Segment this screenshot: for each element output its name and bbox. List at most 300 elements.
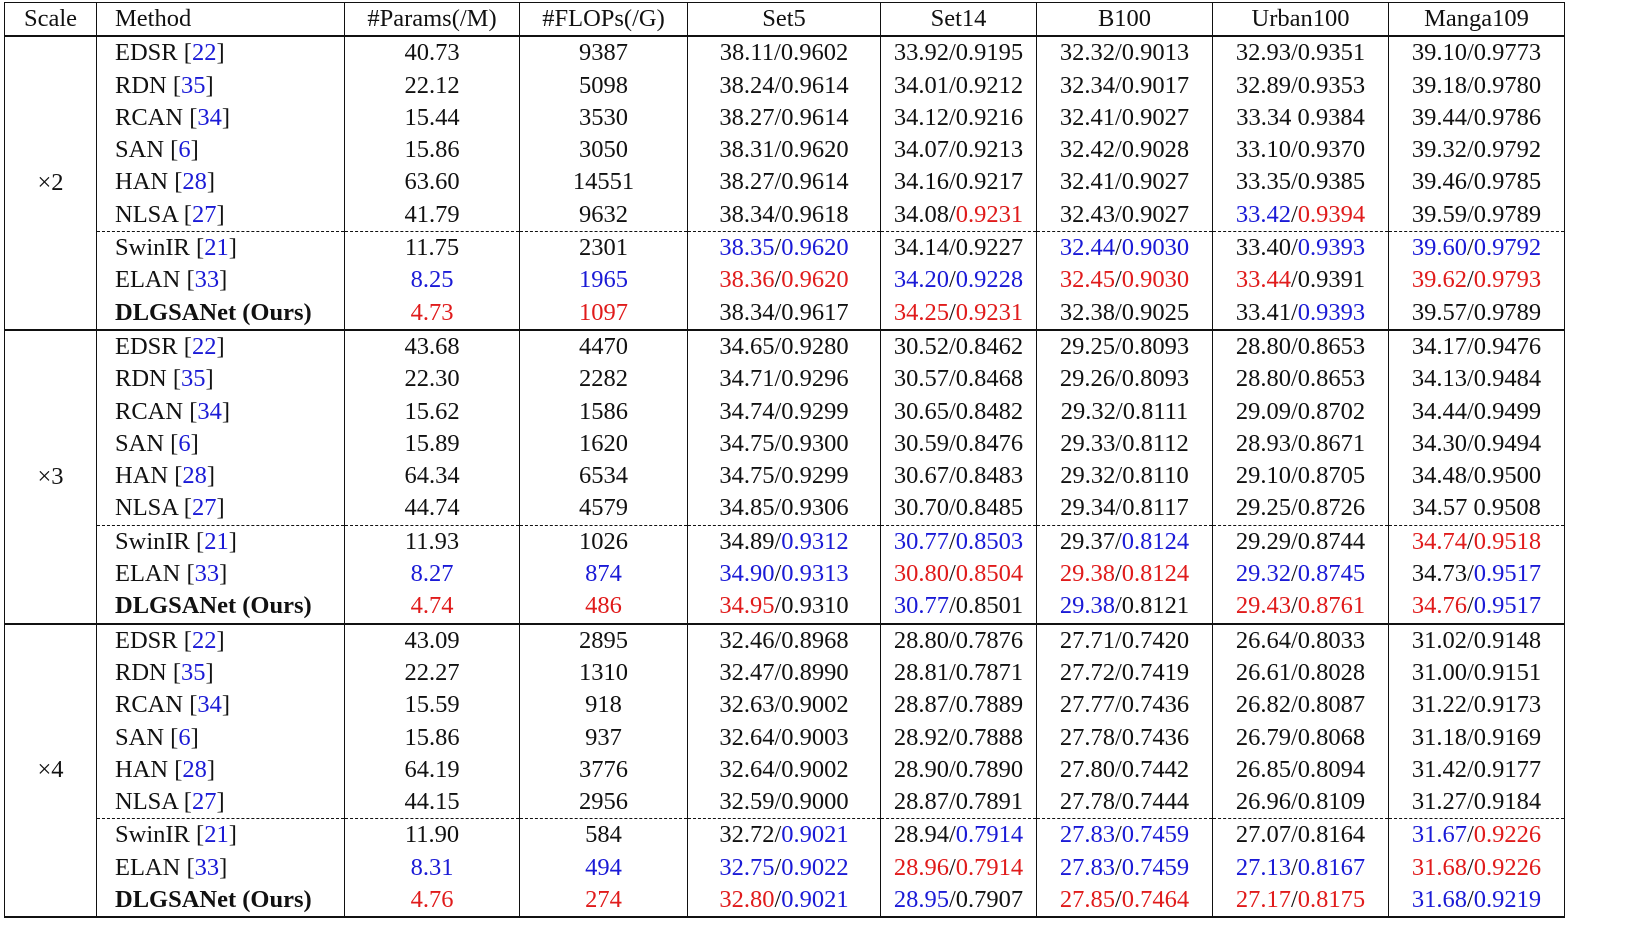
ssim-value: 0.8121 bbox=[1121, 592, 1190, 620]
ssim-value: 0.9351 bbox=[1297, 39, 1366, 67]
psnr-value: 32.32 bbox=[1059, 39, 1115, 67]
psnr-value: 39.60 bbox=[1411, 234, 1467, 262]
ssim-value: 0.8468 bbox=[955, 365, 1024, 393]
psnr-value: 29.32 bbox=[1060, 462, 1116, 490]
separator: / bbox=[948, 365, 956, 393]
psnr-value: 39.62 bbox=[1411, 266, 1467, 294]
flops-value: 3776 bbox=[579, 755, 628, 783]
table-row bbox=[5, 363, 1565, 395]
citation-link[interactable]: 33 bbox=[194, 560, 220, 588]
set14-cell bbox=[881, 786, 1037, 819]
urban100-cell bbox=[1213, 590, 1389, 623]
ssim-value: 0.7871 bbox=[955, 658, 1024, 686]
method-cell bbox=[97, 363, 345, 395]
method-name: HAN bbox=[115, 168, 169, 196]
ssim-value: 0.9030 bbox=[1121, 266, 1190, 294]
params-cell bbox=[345, 657, 520, 689]
citation-link[interactable]: 22 bbox=[191, 39, 217, 67]
citation-bracket: [ bbox=[177, 39, 192, 67]
flops-value: 874 bbox=[585, 560, 622, 588]
set5-cell bbox=[688, 232, 881, 265]
separator: / bbox=[774, 365, 782, 393]
ssim-value: 0.9013 bbox=[1121, 39, 1190, 67]
psnr-value: 38.27 bbox=[719, 168, 775, 196]
separator: / bbox=[774, 168, 782, 196]
urban100-cell bbox=[1213, 558, 1389, 590]
citation-link[interactable]: 35 bbox=[181, 365, 206, 393]
separator: / bbox=[1114, 788, 1122, 816]
psnr-value: 31.68 bbox=[1411, 886, 1467, 914]
psnr-value: 31.22 bbox=[1411, 691, 1467, 719]
ssim-value: 0.9617 bbox=[781, 298, 849, 326]
citation-link[interactable]: 34 bbox=[197, 397, 222, 425]
method-name: DLGSANet (Ours) bbox=[115, 298, 312, 326]
table-row bbox=[5, 786, 1565, 819]
citation-link[interactable]: 28 bbox=[182, 462, 207, 490]
flops-cell bbox=[520, 70, 688, 102]
ssim-value: 0.9028 bbox=[1121, 136, 1190, 164]
flops-value: 3050 bbox=[579, 136, 628, 164]
params-value: 8.27 bbox=[410, 560, 454, 588]
b100-cell bbox=[1037, 297, 1213, 330]
flops-value: 1620 bbox=[579, 429, 628, 457]
psnr-value: 33.40 bbox=[1235, 234, 1291, 262]
citation-bracket: ] bbox=[216, 494, 225, 522]
citation-link[interactable]: 35 bbox=[181, 658, 206, 686]
citation-link[interactable]: 6 bbox=[178, 429, 191, 457]
method-name: RCAN bbox=[115, 691, 184, 719]
separator: / bbox=[948, 723, 956, 751]
separator: / bbox=[1290, 494, 1298, 522]
flops-value: 6534 bbox=[579, 462, 628, 490]
citation-bracket: [ bbox=[177, 788, 192, 816]
ssim-value: 0.9231 bbox=[955, 200, 1024, 228]
params-cell bbox=[345, 884, 520, 917]
psnr-value: 32.59 bbox=[719, 788, 775, 816]
manga109-cell bbox=[1389, 722, 1565, 754]
separator: / bbox=[774, 592, 782, 620]
citation-bracket: ] bbox=[228, 821, 237, 849]
psnr-value: 31.02 bbox=[1411, 626, 1467, 654]
method-cell bbox=[97, 428, 345, 460]
params-value: 11.75 bbox=[404, 234, 460, 262]
ssim-value: 0.7436 bbox=[1121, 691, 1190, 719]
ssim-value: 0.9017 bbox=[1121, 71, 1190, 99]
table-row bbox=[5, 460, 1565, 492]
psnr-value: 29.32 bbox=[1060, 397, 1116, 425]
header-set14: Set14 bbox=[881, 3, 1037, 37]
method-name: NLSA bbox=[115, 788, 178, 816]
separator: / bbox=[1114, 691, 1122, 719]
separator: / bbox=[1466, 462, 1474, 490]
ssim-value: 0.9384 bbox=[1297, 103, 1365, 131]
b100-cell bbox=[1037, 102, 1213, 134]
flops-value: 2282 bbox=[579, 365, 628, 393]
set5-cell bbox=[688, 689, 881, 721]
separator: / bbox=[1114, 266, 1122, 294]
ssim-value: 0.9003 bbox=[781, 723, 849, 751]
separator: / bbox=[1466, 821, 1474, 849]
set14-cell bbox=[881, 492, 1037, 525]
method-name: SAN bbox=[115, 429, 165, 457]
set5-cell bbox=[688, 884, 881, 917]
psnr-value: 34.20 bbox=[893, 266, 949, 294]
citation-link[interactable]: 34 bbox=[197, 691, 222, 719]
psnr-value: 39.57 bbox=[1411, 298, 1467, 326]
psnr-value: 26.64 bbox=[1235, 626, 1291, 654]
separator: / bbox=[948, 592, 956, 620]
citation-link[interactable]: 21 bbox=[204, 821, 229, 849]
separator: / bbox=[774, 691, 782, 719]
ssim-value: 0.9517 bbox=[1473, 560, 1542, 588]
ssim-value: 0.8117 bbox=[1122, 494, 1189, 522]
ssim-value: 0.9780 bbox=[1473, 71, 1542, 99]
table-row bbox=[5, 624, 1565, 657]
separator: / bbox=[948, 853, 956, 881]
psnr-value: 34.12 bbox=[893, 103, 949, 131]
ssim-value: 0.9195 bbox=[955, 39, 1024, 67]
manga109-cell bbox=[1389, 786, 1565, 819]
separator: / bbox=[948, 755, 956, 783]
manga109-cell bbox=[1389, 70, 1565, 102]
ssim-value: 0.9785 bbox=[1473, 168, 1542, 196]
citation-link[interactable]: 27 bbox=[191, 494, 217, 522]
separator: / bbox=[1466, 560, 1474, 588]
ssim-value: 0.9620 bbox=[781, 234, 849, 262]
citation-link[interactable]: 35 bbox=[181, 71, 206, 99]
psnr-value: 27.83 bbox=[1059, 821, 1115, 849]
separator: / bbox=[1466, 886, 1474, 914]
params-value: 63.60 bbox=[404, 168, 460, 196]
separator: / bbox=[774, 853, 782, 881]
citation-link[interactable]: 22 bbox=[191, 332, 217, 360]
table-row bbox=[5, 722, 1565, 754]
psnr-value: 32.80 bbox=[719, 886, 775, 914]
separator: / bbox=[1114, 560, 1122, 588]
b100-cell bbox=[1037, 70, 1213, 102]
params-value: 8.25 bbox=[410, 266, 454, 294]
table-row bbox=[5, 525, 1565, 558]
manga109-cell bbox=[1389, 525, 1565, 558]
table-row bbox=[5, 134, 1565, 166]
citation-link[interactable]: 33 bbox=[194, 853, 220, 881]
params-cell bbox=[345, 363, 520, 395]
flops-value: 274 bbox=[585, 886, 622, 914]
citation-bracket: [ bbox=[180, 560, 195, 588]
flops-value: 1026 bbox=[579, 527, 628, 555]
flops-cell bbox=[520, 232, 688, 265]
method-name: HAN bbox=[115, 462, 169, 490]
ssim-value: 0.8990 bbox=[781, 658, 849, 686]
ssim-value: 0.9620 bbox=[781, 136, 849, 164]
citation-bracket: ] bbox=[216, 332, 225, 360]
separator: / bbox=[1466, 592, 1474, 620]
params-cell bbox=[345, 722, 520, 754]
params-cell bbox=[345, 166, 520, 198]
citation-bracket: [ bbox=[189, 234, 205, 262]
separator: / bbox=[948, 626, 956, 654]
params-value: 11.93 bbox=[404, 527, 460, 555]
params-value: 22.30 bbox=[404, 365, 460, 393]
method-cell bbox=[97, 36, 345, 69]
separator: / bbox=[1466, 365, 1474, 393]
method-cell bbox=[97, 297, 345, 330]
psnr-value: 26.61 bbox=[1235, 658, 1291, 686]
psnr-value: 28.87 bbox=[893, 788, 949, 816]
params-cell bbox=[345, 590, 520, 623]
ssim-value: 0.8124 bbox=[1121, 560, 1190, 588]
urban100-cell bbox=[1213, 134, 1389, 166]
psnr-value: 27.83 bbox=[1059, 853, 1115, 881]
separator: / bbox=[948, 266, 956, 294]
set5-cell bbox=[688, 819, 881, 852]
ssim-value: 0.8726 bbox=[1297, 494, 1366, 522]
ssim-value: 0.9000 bbox=[781, 788, 849, 816]
citation-bracket: ] bbox=[190, 429, 199, 457]
ssim-value: 0.9148 bbox=[1473, 626, 1542, 654]
b100-cell bbox=[1037, 786, 1213, 819]
psnr-value: 39.10 bbox=[1411, 39, 1467, 67]
params-value: 64.34 bbox=[404, 462, 460, 490]
separator: / bbox=[948, 788, 956, 816]
ssim-value: 0.9228 bbox=[955, 266, 1024, 294]
separator: / bbox=[1290, 527, 1298, 555]
psnr-value: 32.72 bbox=[719, 821, 775, 849]
b100-cell bbox=[1037, 590, 1213, 623]
psnr-value: 30.57 bbox=[893, 365, 949, 393]
separator: / bbox=[1114, 821, 1122, 849]
flops-cell bbox=[520, 264, 688, 296]
psnr-value: 34.57 bbox=[1412, 494, 1468, 522]
manga109-cell bbox=[1389, 590, 1565, 623]
set14-cell bbox=[881, 624, 1037, 657]
table-row bbox=[5, 70, 1565, 102]
separator: / bbox=[1466, 298, 1474, 326]
citation-bracket: [ bbox=[168, 755, 183, 783]
psnr-value: 32.42 bbox=[1059, 136, 1115, 164]
ssim-value: 0.8093 bbox=[1121, 365, 1190, 393]
params-cell bbox=[345, 492, 520, 525]
flops-cell bbox=[520, 819, 688, 852]
b100-cell bbox=[1037, 492, 1213, 525]
method-name: RDN bbox=[115, 658, 167, 686]
separator: / bbox=[774, 71, 782, 99]
citation-link[interactable]: 34 bbox=[197, 103, 222, 131]
ssim-value: 0.9312 bbox=[781, 527, 849, 555]
separator: / bbox=[774, 462, 782, 490]
separator: / bbox=[948, 234, 956, 262]
citation-link[interactable]: 28 bbox=[182, 755, 207, 783]
method-cell bbox=[97, 264, 345, 296]
ssim-value: 0.9385 bbox=[1297, 168, 1366, 196]
citation-link[interactable]: 27 bbox=[191, 788, 217, 816]
citation-link[interactable]: 6 bbox=[178, 136, 191, 164]
separator: / bbox=[1290, 365, 1298, 393]
ssim-value: 0.9299 bbox=[781, 397, 849, 425]
params-cell bbox=[345, 525, 520, 558]
separator: / bbox=[1466, 723, 1474, 751]
separator: / bbox=[1114, 723, 1122, 751]
method-name: SAN bbox=[115, 136, 165, 164]
separator: / bbox=[948, 462, 956, 490]
b100-cell bbox=[1037, 36, 1213, 69]
ssim-value: 0.8503 bbox=[955, 527, 1024, 555]
manga109-cell bbox=[1389, 102, 1565, 134]
set14-cell bbox=[881, 590, 1037, 623]
separator: / bbox=[1290, 853, 1298, 881]
flops-value: 2956 bbox=[579, 788, 628, 816]
header-row bbox=[5, 3, 1565, 37]
separator: / bbox=[1466, 691, 1474, 719]
method-cell bbox=[97, 819, 345, 852]
separator: / bbox=[948, 560, 956, 588]
citation-link[interactable]: 6 bbox=[178, 723, 191, 751]
ssim-value: 0.9618 bbox=[781, 200, 849, 228]
separator: / bbox=[1114, 658, 1122, 686]
flops-cell bbox=[520, 492, 688, 525]
b100-cell bbox=[1037, 624, 1213, 657]
method-name: RCAN bbox=[115, 103, 184, 131]
psnr-value: 38.24 bbox=[719, 71, 775, 99]
ssim-value: 0.7436 bbox=[1121, 723, 1190, 751]
citation-bracket: ] bbox=[221, 397, 231, 425]
ssim-value: 0.9173 bbox=[1473, 691, 1542, 719]
citation-link[interactable]: 21 bbox=[204, 527, 229, 555]
citation-link[interactable]: 28 bbox=[182, 168, 207, 196]
citation-bracket: [ bbox=[183, 691, 198, 719]
method-cell bbox=[97, 232, 345, 265]
set5-cell bbox=[688, 492, 881, 525]
ssim-value: 0.9169 bbox=[1473, 723, 1542, 751]
set14-cell bbox=[881, 363, 1037, 395]
ssim-value: 0.9789 bbox=[1473, 298, 1542, 326]
ssim-value: 0.9518 bbox=[1473, 527, 1542, 555]
manga109-cell bbox=[1389, 330, 1565, 363]
b100-cell bbox=[1037, 264, 1213, 296]
b100-cell bbox=[1037, 330, 1213, 363]
ssim-value: 0.7876 bbox=[955, 626, 1024, 654]
separator: / bbox=[1466, 266, 1474, 294]
urban100-cell bbox=[1213, 754, 1389, 786]
urban100-cell bbox=[1213, 232, 1389, 265]
psnr-value: 38.11 bbox=[719, 39, 775, 67]
ssim-value: 0.9299 bbox=[781, 462, 849, 490]
citation-bracket: ] bbox=[216, 200, 225, 228]
citation-bracket: [ bbox=[183, 103, 198, 131]
flops-cell bbox=[520, 590, 688, 623]
method-cell bbox=[97, 166, 345, 198]
set5-cell bbox=[688, 396, 881, 428]
ssim-value: 0.9022 bbox=[781, 853, 849, 881]
flops-value: 1097 bbox=[579, 298, 628, 326]
citation-bracket: ] bbox=[228, 234, 237, 262]
ssim-value: 0.9216 bbox=[955, 103, 1024, 131]
psnr-value: 30.77 bbox=[893, 592, 949, 620]
separator: / bbox=[1466, 103, 1474, 131]
citation-bracket: [ bbox=[180, 853, 195, 881]
table-row bbox=[5, 558, 1565, 590]
flops-value: 918 bbox=[585, 691, 622, 719]
citation-link[interactable]: 33 bbox=[194, 266, 220, 294]
set14-cell bbox=[881, 102, 1037, 134]
separator: / bbox=[1466, 200, 1474, 228]
separator: / bbox=[948, 494, 956, 522]
separator: / bbox=[948, 332, 956, 360]
separator: / bbox=[1114, 200, 1122, 228]
ssim-value: 0.9021 bbox=[781, 886, 849, 914]
separator: / bbox=[1290, 788, 1298, 816]
psnr-value: 34.85 bbox=[719, 494, 775, 522]
psnr-value: 32.41 bbox=[1059, 103, 1115, 131]
psnr-value: 33.10 bbox=[1235, 136, 1291, 164]
header-method: Method bbox=[97, 3, 345, 37]
psnr-value: 31.67 bbox=[1411, 821, 1467, 849]
psnr-value: 28.87 bbox=[893, 691, 949, 719]
params-value: 15.86 bbox=[404, 136, 460, 164]
params-value: 41.79 bbox=[404, 200, 460, 228]
separator: / bbox=[1290, 658, 1298, 686]
flops-cell bbox=[520, 102, 688, 134]
psnr-value: 29.32 bbox=[1235, 560, 1291, 588]
citation-bracket: [ bbox=[166, 658, 182, 686]
citation-link[interactable]: 21 bbox=[204, 234, 229, 262]
method-name: EDSR bbox=[115, 39, 178, 67]
separator: / bbox=[774, 560, 782, 588]
citation-link[interactable]: 27 bbox=[191, 200, 217, 228]
ssim-value: 0.9508 bbox=[1473, 494, 1541, 522]
ssim-value: 0.7420 bbox=[1121, 626, 1190, 654]
separator: / bbox=[1290, 168, 1298, 196]
separator: / bbox=[1466, 527, 1474, 555]
psnr-value: 34.76 bbox=[1411, 592, 1467, 620]
separator: / bbox=[948, 103, 956, 131]
ssim-value: 0.9494 bbox=[1473, 429, 1542, 457]
psnr-value: 27.78 bbox=[1059, 788, 1115, 816]
ssim-value: 0.9021 bbox=[781, 821, 849, 849]
params-cell bbox=[345, 819, 520, 852]
citation-bracket: [ bbox=[177, 200, 192, 228]
citation-bracket: ] bbox=[205, 71, 214, 99]
ssim-value: 0.9002 bbox=[781, 691, 849, 719]
citation-link[interactable]: 22 bbox=[191, 626, 217, 654]
psnr-value: 32.63 bbox=[719, 691, 775, 719]
ssim-value: 0.8124 bbox=[1121, 527, 1190, 555]
ssim-value: 0.9027 bbox=[1121, 200, 1190, 228]
ssim-value: 0.9773 bbox=[1473, 39, 1542, 67]
ssim-value: 0.9212 bbox=[955, 71, 1024, 99]
params-value: 22.12 bbox=[404, 71, 460, 99]
ssim-value: 0.7891 bbox=[955, 788, 1024, 816]
ssim-value: 0.7907 bbox=[955, 886, 1024, 914]
urban100-cell bbox=[1213, 460, 1389, 492]
separator: / bbox=[1290, 560, 1298, 588]
ssim-value: 0.9296 bbox=[781, 365, 849, 393]
manga109-cell bbox=[1389, 363, 1565, 395]
table-row bbox=[5, 102, 1565, 134]
method-name: ELAN bbox=[115, 266, 181, 294]
urban100-cell bbox=[1213, 166, 1389, 198]
ssim-value: 0.8482 bbox=[955, 397, 1024, 425]
params-cell bbox=[345, 102, 520, 134]
method-name: SAN bbox=[115, 723, 165, 751]
separator: / bbox=[774, 200, 782, 228]
flops-value: 584 bbox=[585, 821, 622, 849]
citation-bracket: ] bbox=[221, 103, 231, 131]
params-cell bbox=[345, 754, 520, 786]
psnr-value: 32.64 bbox=[719, 755, 775, 783]
ssim-value: 0.9030 bbox=[1121, 234, 1190, 262]
psnr-value: 39.59 bbox=[1411, 200, 1467, 228]
